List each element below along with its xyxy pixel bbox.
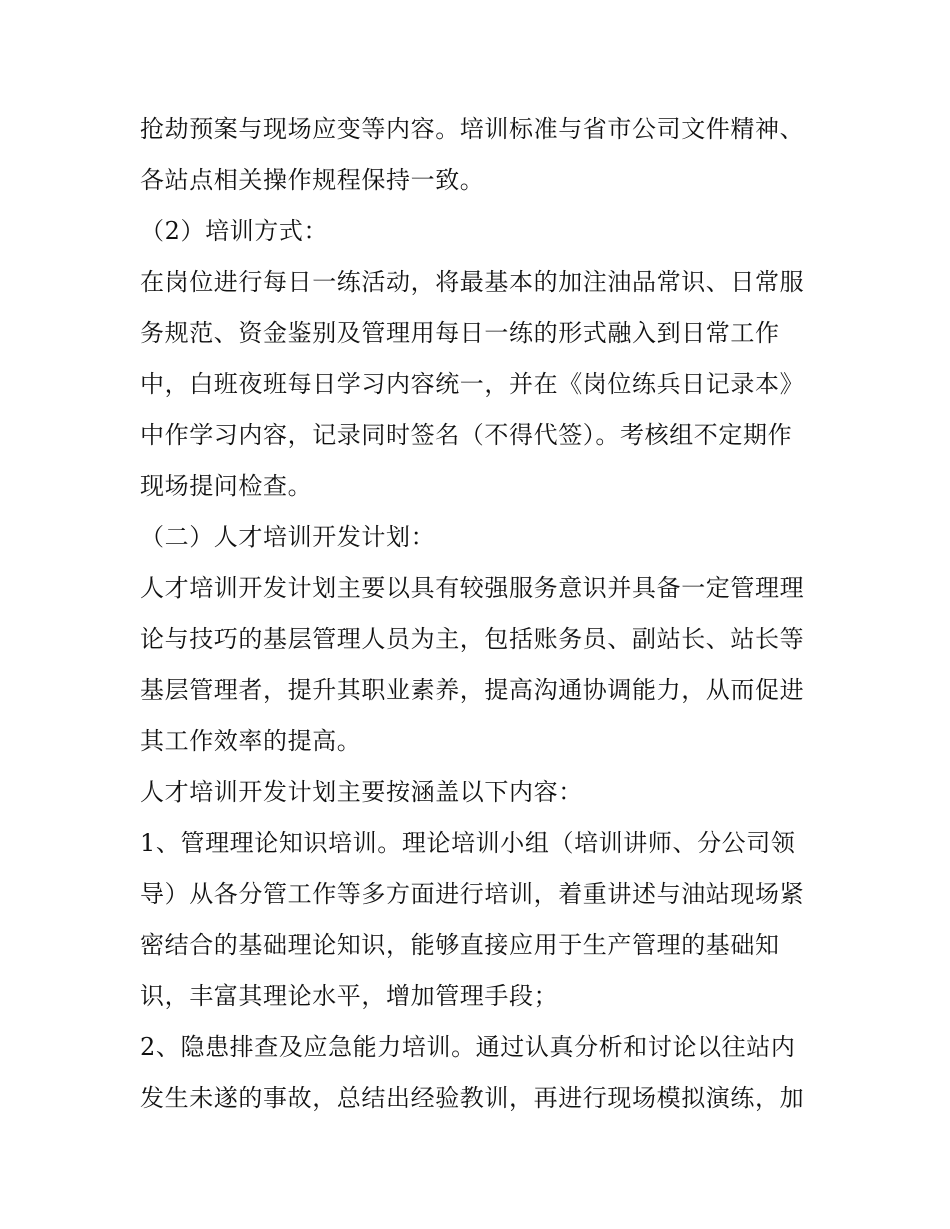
text-line: 抢劫预案与现场应变等内容。培训标准与省市公司文件精神、: [140, 115, 805, 143]
text-line: 识，丰富其理论水平，增加管理手段；: [140, 982, 559, 1010]
list-item-2: 2、隐患排查及应急能力培训。通过认真分析和讨论以往站内: [140, 1033, 796, 1061]
text-line: 中作学习内容，记录同时签名（不得代签）。考核组不定期作: [140, 421, 793, 449]
section-heading-talent-plan: （二）人才培训开发计划：: [140, 523, 436, 551]
text-line: 基层管理者，提升其职业素养，提高沟通协调能力，从而促进: [140, 676, 805, 704]
document-body: [140, 104, 820, 1124]
text-line: 各站点相关操作规程保持一致。: [140, 166, 485, 194]
text-line: 导）从各分管工作等多方面进行培训，着重讲述与油站现场紧: [140, 880, 805, 908]
text-line: 其工作效率的提高。: [140, 727, 362, 755]
text-line: 现场提问检查。: [140, 472, 313, 500]
text-line: 务规范、资金鉴别及管理用每日一练的形式融入到日常工作: [140, 319, 780, 347]
text-line: 发生未遂的事故，总结出经验教训，再进行现场模拟演练，加: [140, 1084, 805, 1112]
list-item-1: 1、管理理论知识培训。理论培训小组（培训讲师、分公司领: [140, 829, 796, 857]
text-line: 在岗位进行每日一练活动，将最基本的加注油品常识、日常服: [140, 268, 805, 296]
subheading-training-method: （2）培训方式：: [140, 217, 329, 245]
text-line: 中，白班夜班每日学习内容统一，并在《岗位练兵日记录本》: [140, 370, 805, 398]
text-line: 密结合的基础理论知识，能够直接应用于生产管理的基础知: [140, 931, 780, 959]
text-line: 论与技巧的基层管理人员为主，包括账务员、副站长、站长等: [140, 625, 805, 653]
text-line: 人才培训开发计划主要按涵盖以下内容：: [140, 778, 583, 806]
text-line: 人才培训开发计划主要以具有较强服务意识并具备一定管理理: [140, 574, 805, 602]
